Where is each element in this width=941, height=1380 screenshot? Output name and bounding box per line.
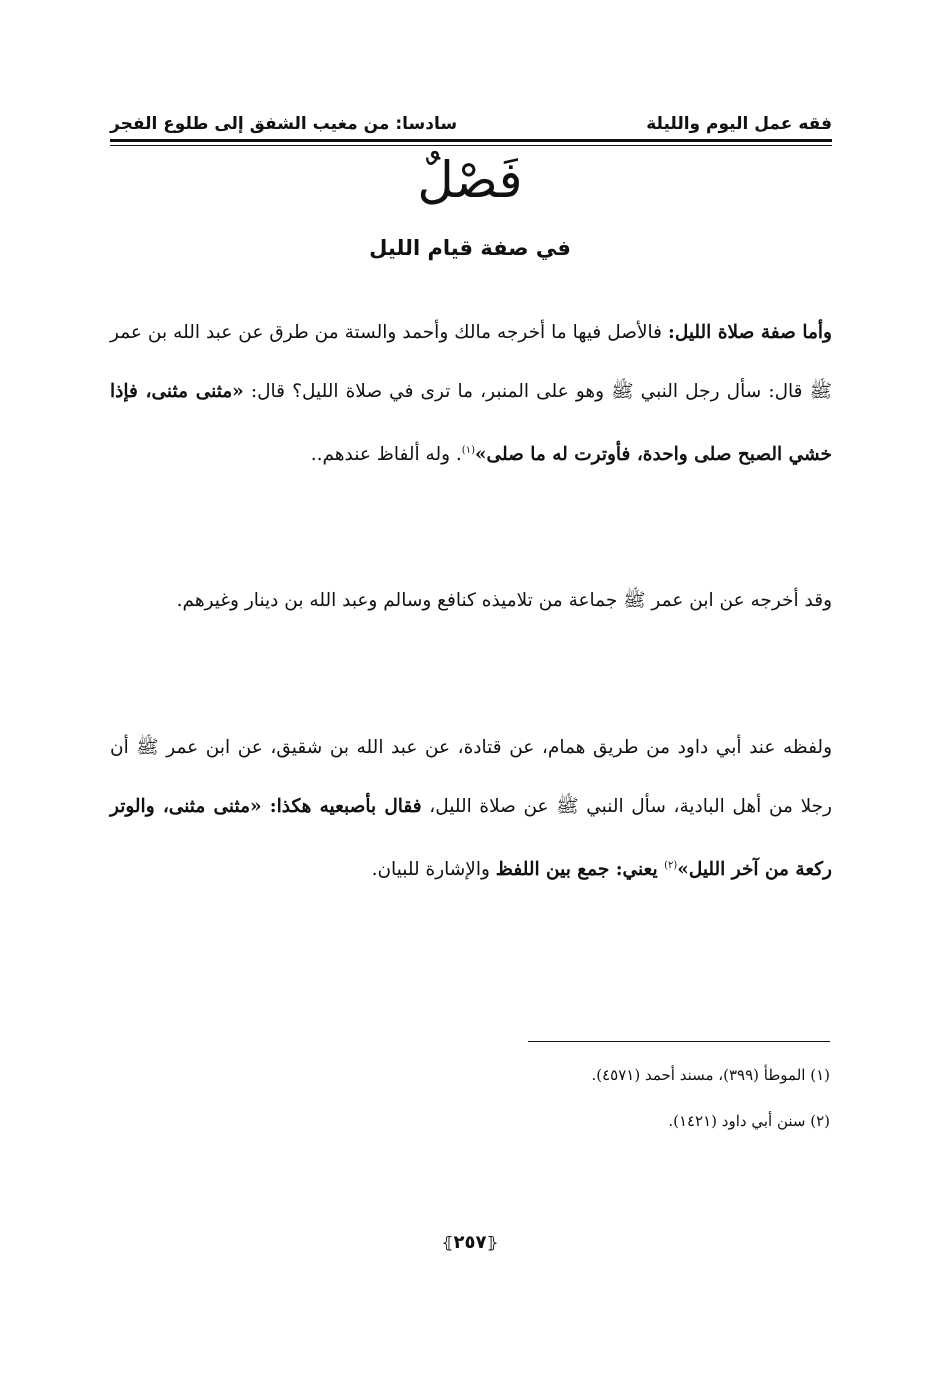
page-number-value: ٢٥٧ [453,1232,487,1253]
footnote-ref: (٢) [664,860,678,871]
chapter-title: سادسا: من مغيب الشفق إلى طلوع الفجر [110,114,458,134]
page-number [420,1232,520,1253]
section-ornament-title: فَصْلٌ [417,151,523,209]
paragraph-1 [110,303,832,484]
hadith-quote: فقال بأصبعيه هكذا: «مثنى مثنى، والوتر ركعة من آخر الليل» [110,796,832,881]
footnote-divider [528,1041,830,1042]
paragraph-text: والإشارة للبيان. [371,859,496,881]
footnote-1: (١) الموطأ (٣٩٩)، مسند أحمد (٤٥٧١). [591,1066,830,1084]
paragraph-3 [110,718,832,899]
ornament-right-icon: ⦃ [486,1233,499,1252]
footnote-ref: (١) [461,445,475,456]
paragraph-bold-text: يعني: جمع بين اللفظ [495,859,665,881]
paragraph-text: وقد أخرجه عن ابن عمر ﷺ جماعة من تلاميذه كنافع وسالم وعبد الله بن دينار وغيرهم. [176,590,832,611]
footnote-2: (٢) سنن أبي داود (١٤٢١). [668,1112,830,1130]
book-title: فقه عمل اليوم والليلة [646,114,832,134]
paragraph-text: فالأصل فيها ما أخرجه مالك وأحمد والستة من طرق عن عبد الله بن عمر ﷺ قال: سأل رجل النبي ﷺ وهو على المنبر، ما ترى في صلاة الليل؟ قال: [110,322,832,402]
hadith-quote: «مثنى مثنى، فإذا خشي الصبح صلى واحدة، فأوترت له ما صلى» [110,381,832,466]
paragraph-lead: وأما صفة صلاة الليل: [667,322,832,343]
paragraph-text: ولفظه عند أبي داود من طريق همام، عن قتادة، عن عبد الله بن شقيق، عن ابن عمر ﷺ أن رجلا من أهل البادية، سأل النبي ﷺ عن صلاة الليل، [110,737,832,817]
header-rule-thin [110,145,832,146]
running-header [110,110,832,140]
ornament-left-icon: ⦄ [441,1233,454,1252]
paragraph-2 [110,571,832,630]
header-rule-thick [110,139,832,142]
paragraph-text: . وله ألفاظ عندهم.. [310,444,462,466]
section-title: في صفة قيام الليل [369,236,571,260]
